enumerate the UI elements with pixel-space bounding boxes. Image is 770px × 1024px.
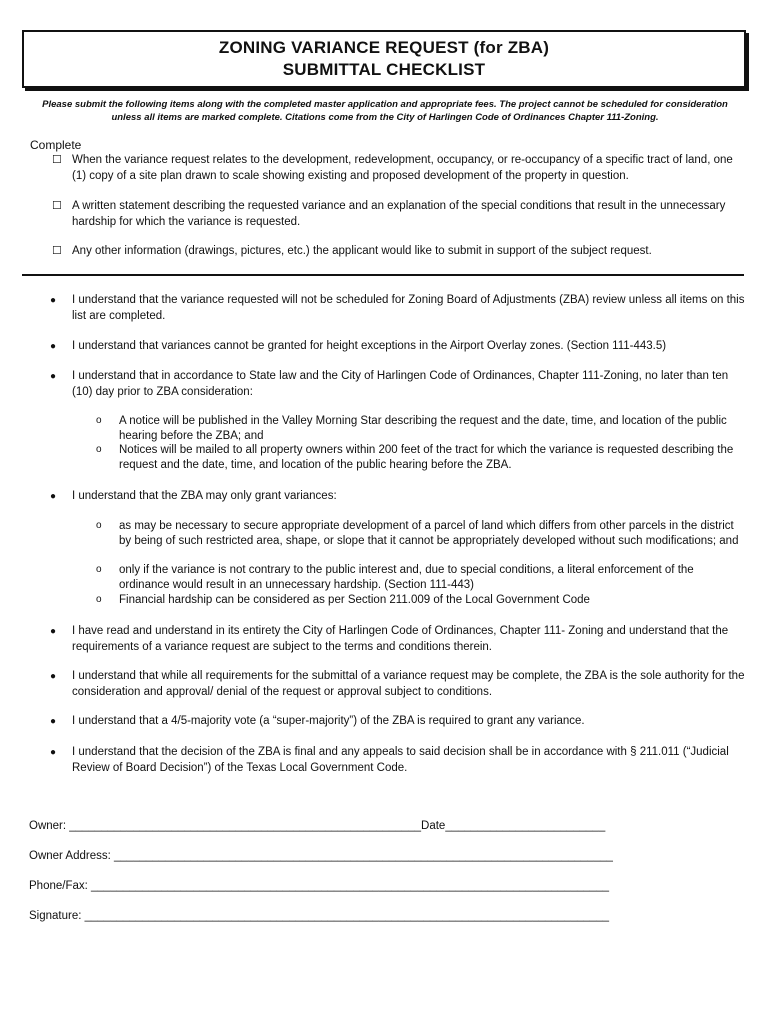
section-divider (22, 274, 744, 276)
bullet-icon: ● (50, 716, 57, 727)
statement-text: I understand that in accordance to State law and the City of Harlingen Code of Ordinances, Chapter 111-Zoning, no later than ten (10) day prior to ZBA consideration: (72, 370, 729, 398)
sub-item-text: as may be necessary to secure appropriate development of a parcel of land which differs from other parcels in the district by being of such restricted area, shape, or slope that it cannot be appropriately developed without such modifications; and (119, 520, 739, 547)
statement-item (50, 624, 745, 655)
title-box (22, 30, 746, 88)
checklist-item-other-info (52, 244, 747, 260)
checklist-item-text: A written statement describing the requested variance and an explanation of the special conditions that result in the unnecessary hardship for which the variance is requested. (72, 200, 726, 228)
sub-item-text: Financial hardship can be considered as per Section 211.009 of the Local Government Code (119, 594, 590, 606)
sub-item-development (96, 519, 746, 548)
checkbox-icon[interactable]: ☐ (52, 200, 62, 212)
sub-bullet-icon: o (96, 415, 102, 426)
statement-text: I understand that variances cannot be granted for height exceptions in the Airport Overlay zones. (Section 111-443.5) (72, 340, 667, 352)
statement-item (50, 669, 745, 700)
bullet-icon: ● (50, 295, 57, 306)
sub-item-text: only if the variance is not contrary to the public interest and, due to special conditions, a literal enforcement of the ordinance would result in an unnecessary hardship. (Section 111-443) (119, 564, 694, 591)
signature-field[interactable]: Signature: __________________________________________________________________________________ (29, 910, 610, 922)
statement-text: I understand that while all requirements for the submittal of a variance request may be complete, the ZBA is the sole authority for the consideration and approval/ denial of the request or approval subject to conditions. (72, 670, 745, 698)
bullet-icon: ● (50, 491, 57, 502)
checklist-item-site-plan (52, 153, 747, 184)
sub-item-notice-published (96, 414, 746, 443)
statement-text: I have read and understand in its entirety the City of Harlingen Code of Ordinances, Chapter 111- Zoning and understand that the requirements of a variance request are subject to the terms and conditions therein. (72, 625, 729, 653)
phone-fax-field[interactable]: Phone/Fax: _________________________________________________________________________________ (29, 880, 610, 892)
title-line-2: SUBMITTAL CHECKLIST (282, 60, 486, 79)
statement-item (50, 293, 745, 324)
sub-item-financial-hardship (96, 593, 746, 608)
statement-item (50, 489, 745, 505)
complete-heading: Complete (30, 138, 82, 152)
checklist-item-text: When the variance request relates to the development, redevelopment, occupancy, or re-occupancy of a specific tract of land, one (1) copy of a site plan drawn to scale showing existing and proposed development of the property in question. (72, 154, 733, 182)
checklist-item-written-statement (52, 199, 747, 230)
checklist-item-text: Any other information (drawings, pictures, etc.) the applicant would like to submit in support of the subject request. (72, 245, 652, 257)
sub-bullet-icon: o (96, 520, 102, 531)
statement-item (50, 714, 745, 730)
sub-item-notice-mailed (96, 443, 746, 472)
statement-text: I understand that the ZBA may only grant variances: (72, 490, 337, 502)
statement-item (50, 339, 745, 355)
statement-item (50, 369, 745, 400)
statement-text: I understand that the variance requested will not be scheduled for Zoning Board of Adjustments (ZBA) review unless all items on this list are completed. (72, 294, 745, 322)
instruction-note: Please submit the following items along with the completed master application and appropriate fees. The project cannot be scheduled for consideration unless all items are marked complete. Citations come from the City of Harlingen Code of Ordinances Chapter 111-Zoning. (42, 99, 728, 123)
owner-address-field[interactable]: Owner Address: ______________________________________________________________________________ (29, 850, 613, 862)
bullet-icon: ● (50, 371, 57, 382)
sub-item-public-interest (96, 563, 746, 592)
owner-date-field[interactable]: Owner: _______________________________________________________Date_________________________ (29, 820, 606, 832)
statement-text: I understand that the decision of the ZBA is final and any appeals to said decision shall be in accordance with § 211.011 (“Judicial Review of Board Decision”) of the Texas Local Government Code. (72, 746, 729, 774)
sub-item-text: A notice will be published in the Valley Morning Star describing the request and the date, time, and location of the public hearing before the ZBA; and (119, 415, 727, 442)
checkbox-icon[interactable]: ☐ (52, 245, 62, 257)
sub-item-text: Notices will be mailed to all property owners within 200 feet of the tract for which the variance is requested describing the request and the date, time, and location of the public hearing before the ZBA. (119, 444, 734, 471)
statement-text: I understand that a 4/5-majority vote (a “super-majority”) of the ZBA is required to grant any variance. (72, 715, 585, 727)
sub-bullet-icon: o (96, 564, 102, 575)
statement-item (50, 745, 745, 776)
checkbox-icon[interactable]: ☐ (52, 154, 62, 166)
title-line-1: ZONING VARIANCE REQUEST (for ZBA) (218, 38, 550, 57)
sub-bullet-icon: o (96, 444, 102, 455)
sub-bullet-icon: o (96, 594, 102, 605)
bullet-icon: ● (50, 747, 57, 758)
bullet-icon: ● (50, 671, 57, 682)
bullet-icon: ● (50, 626, 57, 637)
bullet-icon: ● (50, 341, 57, 352)
